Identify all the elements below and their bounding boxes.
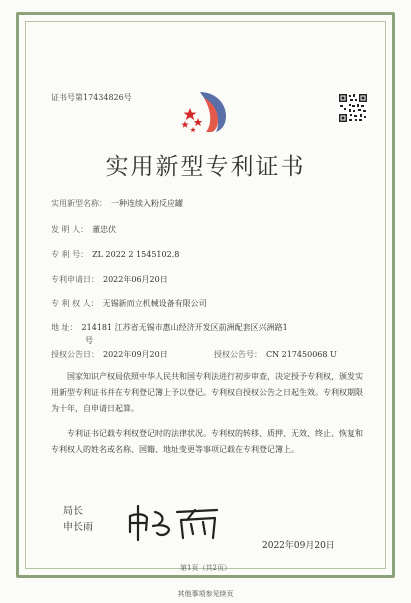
field-value: 214181 江苏省无锡市惠山经济开发区前洲配套区兴洲路1 (81, 323, 288, 332)
field-value: 2022年06月20日 (103, 275, 168, 284)
issue-date: 2022年09月20日 (262, 541, 335, 551)
field-label: 授权公告号： (214, 350, 262, 359)
field-value: CN 217450068 U (266, 350, 337, 359)
address-continuation: 号 (85, 336, 93, 345)
field-label: 专 利 号： (51, 250, 89, 259)
field-value: 2022年09月20日 (103, 350, 168, 359)
legal-paragraph-grant: 国家知识产权局依照中华人民共和国专利法进行初步审查，决定授予专利权，颁发实用新型专利证书并在专利登记簿上予以登记。专利权自授权公告之日起生效。专利权期限为十年，自申请日起算。 (51, 372, 363, 413)
field-grant-number (214, 349, 337, 360)
field-grant-date (51, 349, 168, 360)
field-value: 无锡新而立机械设备有限公司 (102, 299, 207, 308)
field-value: 董忠伏 (92, 225, 117, 234)
field-label: 授权公告日： (51, 350, 99, 359)
field-patent-number (51, 249, 179, 260)
field-patentee (51, 298, 207, 309)
cnipa-emblem-icon (176, 88, 232, 134)
handwritten-signature (125, 500, 225, 545)
legal-paragraph-status: 专利证书记载专利权登记时的法律状况。专利权的转移、质押、无效、终止、恢复和专利权人的姓名或名称、国籍、地址变更等事项记载在专利登记簿上。 (51, 429, 363, 454)
field-label: 发 明 人： (51, 225, 89, 234)
commissioner-name: 申长雨 (63, 522, 93, 533)
field-label: 实用新型名称： (51, 199, 107, 208)
field-label: 专 利 权 人： (51, 299, 99, 308)
field-label: 地 址： (51, 323, 78, 332)
commissioner-title: 局长 (63, 506, 83, 517)
field-value: ZL 2022 2 1545102.8 (92, 250, 180, 259)
field-label: 专利申请日： (51, 275, 99, 284)
field-utility-model-name (51, 198, 183, 209)
certificate-number: 证书号第17434826号 (51, 93, 132, 102)
page-number: 第1页（共2页） (180, 564, 231, 572)
field-inventor (51, 224, 116, 235)
qr-code-icon (338, 93, 368, 123)
field-application-date (51, 274, 168, 285)
field-address (51, 322, 288, 333)
certificate-title: 实用新型专利证书 (105, 154, 306, 180)
field-value: 一种连续入粉反应罐 (111, 199, 183, 208)
footer-note: 其他事项参见续页 (177, 590, 234, 598)
